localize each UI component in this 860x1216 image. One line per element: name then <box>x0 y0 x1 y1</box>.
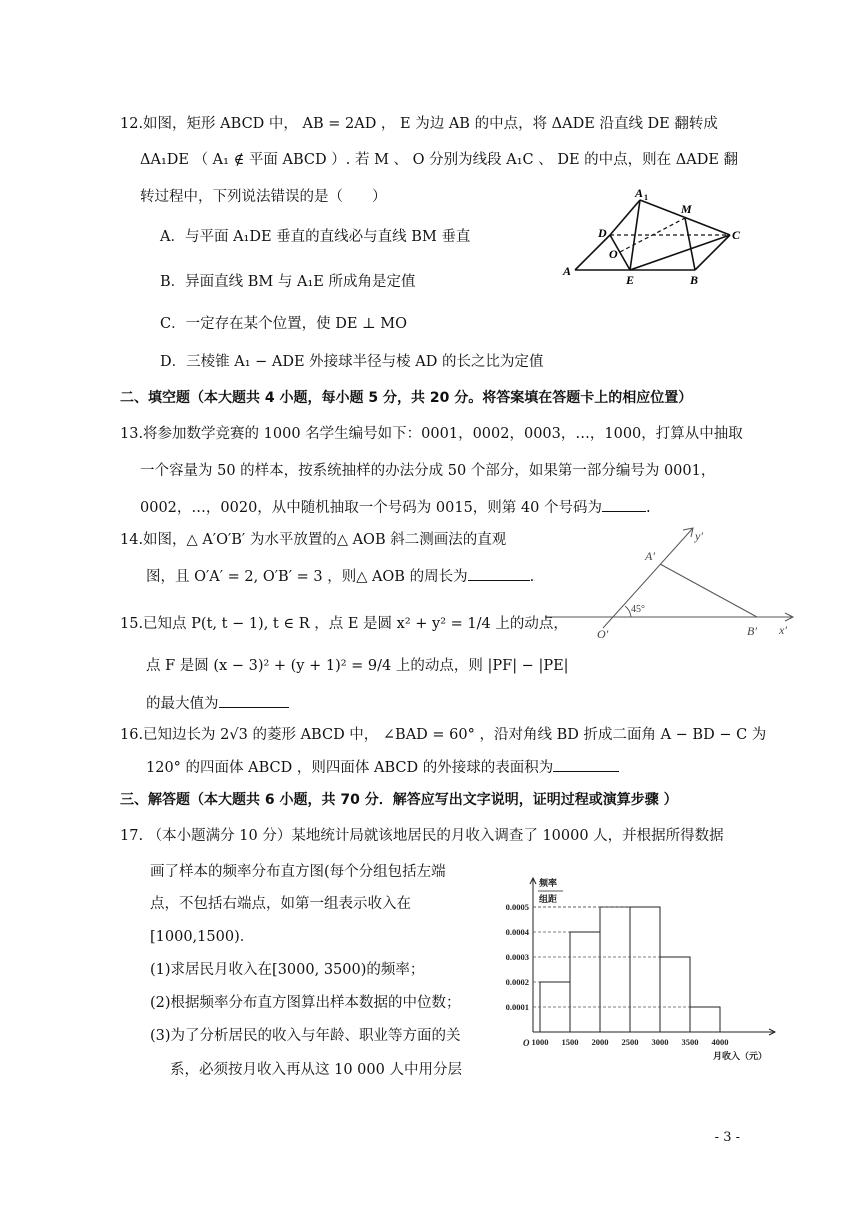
q14-line2 <box>146 566 534 587</box>
section2-heading: 二、填空题（本大题共 4 小题，每小题 5 分，共 20 分。将答案填在答题卡上的相应位置） <box>120 390 693 406</box>
histogram-bar <box>630 907 660 1032</box>
fig12-label-c: C <box>732 228 741 242</box>
fig12-label-b: B <box>690 273 699 287</box>
q12-option-d: D．三棱锥 A₁ − ADE 外接球半径与棱 AD 的长之比为定值 <box>160 354 544 370</box>
y-tick-label: 0.0004 <box>505 927 529 937</box>
q12-option-b: B．异面直线 BM 与 A₁E 所成角是定值 <box>160 274 416 290</box>
fig14-label-x: x′ <box>779 623 787 637</box>
q13-line1: 13.将参加数学竞赛的 1000 名学生编号如下：0001，0002，0003，…，1000，打算从中抽取 <box>120 426 743 442</box>
q17-subquestion-1: (1)求居民月收入在[3000, 3500)的频率； <box>150 962 425 978</box>
x-tick-label: 1000 <box>531 1037 549 1047</box>
x-tick-label: 4000 <box>711 1037 729 1047</box>
q14-answer-blank[interactable] <box>468 566 530 581</box>
histogram-bar <box>600 907 630 1032</box>
fig12-label-a1-sub: 1 <box>644 193 648 202</box>
q12-option-c: C．一定存在某个位置，使 DE ⊥ MO <box>160 316 408 332</box>
q12-line1: 12.如图，矩形 ABCD 中， AB = 2AD ， E 为边 AB 的中点，将 ΔADE 沿直线 DE 翻转成 <box>120 116 718 132</box>
fig12-label-o: O <box>609 247 618 261</box>
origin-label: O <box>523 1038 530 1048</box>
page-number: - 3 - <box>714 1130 740 1145</box>
q17-subquestion-3-cont: 系，必须按月收入再从这 10 000 人中用分层 <box>170 1062 462 1078</box>
q13-line3 <box>140 497 651 518</box>
q14-figure <box>545 520 805 670</box>
y-axis-label-top: 频率 <box>539 878 558 888</box>
fig12-label-a: A <box>563 264 572 278</box>
fig14-label-o: O′ <box>597 627 609 641</box>
fig12-label-e: E <box>626 273 635 287</box>
q13-line2: 一个容量为 50 的样本，按系统抽样的办法分成 50 个部分，如果第一部分编号为 0001， <box>140 463 716 479</box>
q12-option-a: A．与平面 A₁DE 垂直的直线必与直线 BM 垂直 <box>160 229 471 245</box>
fig14-label-b: B′ <box>747 624 757 638</box>
x-tick-label: 3000 <box>651 1037 669 1047</box>
q16-line2 <box>146 757 619 778</box>
q12-figure <box>555 185 745 290</box>
histogram-bar <box>570 932 600 1032</box>
fig12-label-m: M <box>681 202 692 216</box>
q17-line3: 点，不包括右端点，如第一组表示收入在 <box>150 896 411 912</box>
q16-answer-blank[interactable] <box>553 757 619 772</box>
q15-line1: 15.已知点 P(t, t − 1), t ∈ R ，点 E 是圆 x² + y² = 1/4 上的动点， <box>120 616 568 632</box>
q12-line2: ΔA₁DE （ A₁ ∉ 平面 ABCD ）. 若 M 、 O 分别为线段 A₁C 、 DE 的中点，则在 ΔADE 翻 <box>140 152 739 168</box>
q13-line3-text: 0002，…，0020，从中随机抽取一个号码为 0015，则第 40 个号码为 <box>140 500 602 516</box>
q15-answer-blank[interactable] <box>219 693 289 708</box>
q17-line4: [1000,1500)． <box>150 929 255 945</box>
y-tick-label: 0.0003 <box>505 952 529 962</box>
histogram-bar <box>690 1007 720 1032</box>
q13-line3-end: . <box>645 500 651 516</box>
y-tick-label: 0.0001 <box>505 1002 529 1012</box>
q14-line1: 14.如图，△ A′O′B′ 为水平放置的△ AOB 斜二测画法的直观 <box>120 532 507 548</box>
y-axis-label-bottom: 组距 <box>539 894 558 904</box>
q16-line2-text: 120° 的四面体 ABCD ，则四面体 ABCD 的外接球的表面积为 <box>146 760 554 776</box>
q14-line2-text: 图，且 O′A′ = 2, O′B′ = 3 ，则△ AOB 的周长为 <box>146 569 468 585</box>
y-tick-label: 0.0002 <box>505 977 529 987</box>
q14-line2-end: . <box>529 569 535 585</box>
x-tick-label: 2000 <box>591 1037 609 1047</box>
q17-line2: 画了样本的频率分布直方图(每个分组包括左端 <box>150 864 446 880</box>
q17-subquestion-2: (2)根据频率分布直方图算出样本数据的中位数； <box>150 995 461 1011</box>
x-tick-label: 2500 <box>621 1037 639 1047</box>
frequency-histogram <box>475 870 795 1065</box>
q15-line3 <box>146 693 289 714</box>
fig14-label-y: y′ <box>695 529 703 543</box>
histogram-bar <box>660 957 690 1032</box>
fig14-label-a: A′ <box>645 549 655 563</box>
q13-answer-blank[interactable] <box>602 497 646 512</box>
section3-heading: 三、解答题（本大题共 6 小题，共 70 分．解答应写出文字说明，证明过程或演算步骤 ） <box>120 792 678 808</box>
q15-line2: 点 F 是圆 (x − 3)² + (y + 1)² = 9/4 上的动点，则 |PF| − |PE| <box>146 658 569 674</box>
x-tick-label: 1500 <box>561 1037 579 1047</box>
q12-line3: 转过程中，下列说法错误的是（ ） <box>140 189 387 205</box>
fig12-label-a1: A <box>635 186 644 200</box>
fig14-label-angle: 45° <box>631 604 645 615</box>
x-tick-label: 3500 <box>681 1037 699 1047</box>
q17-line1: 17. （本小题满分 10 分）某地统计局就该地居民的月收入调查了 10000 人，并根据所得数据 <box>120 828 724 844</box>
q15-line3-text: 的最大值为 <box>146 696 219 712</box>
x-axis-label: 月收入（元） <box>713 1051 768 1061</box>
q16-line1: 16.已知边长为 2√3 的菱形 ABCD 中， ∠BAD = 60° ，沿对角线 BD 折成二面角 A − BD − C 为 <box>120 727 767 743</box>
q17-subquestion-3: (3)为了分析居民的收入与年龄、职业等方面的关 <box>150 1028 461 1044</box>
fig12-label-d: D <box>598 226 607 240</box>
y-tick-label: 0.0005 <box>505 902 529 912</box>
